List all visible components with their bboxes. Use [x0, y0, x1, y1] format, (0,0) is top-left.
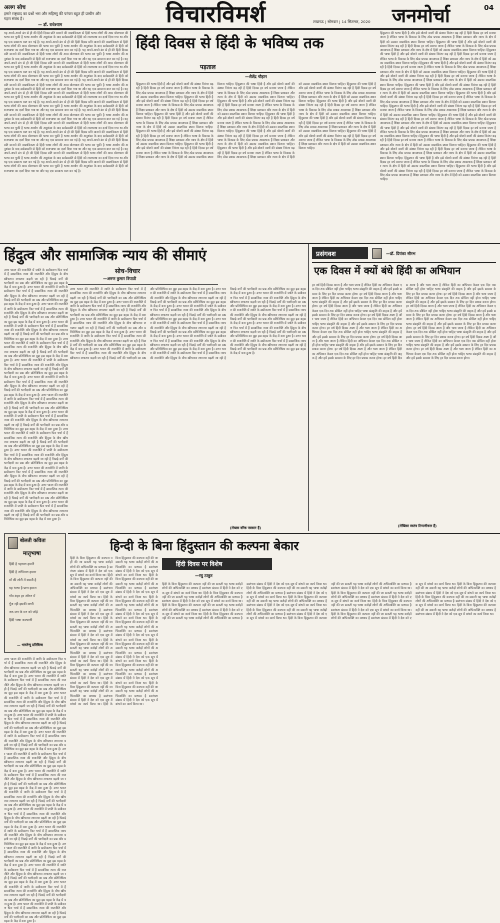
poem-line: गूँज रही इसकी वाणी	[9, 602, 34, 606]
brand-small: अलग सोच	[4, 5, 26, 11]
article3-note: (लेखिका स्वतंत्र टिप्पणीकार हैं)	[398, 524, 437, 528]
article3-byline: —डॉ. प्रियंका सौरभ	[386, 251, 416, 256]
article2-kicker: सोच–विचार	[115, 268, 141, 275]
article4-kicker: हिंदी दिवस पर विशेष	[176, 561, 223, 568]
poem-line: हिंदी है पहचान हमारी	[9, 562, 35, 566]
article4-kicker-box	[162, 558, 272, 570]
lead-byline: —शैलेंद्र चौहान	[245, 74, 267, 79]
article2-continued: उत्तर भारत की राजनीति में जाति के समीकरण फिर चर्चा में हैं सामाजिक न्याय की राजनीति और हिंदुत्व के बीच खींचतान लगातार बढ़ती जा रही है पिछड़े वर्गों की भागीदारी का प्रश्न और प्रतिनिधित्व का मुद्दा इस बहस के केंद्र में बना हुआ है। उत्तर भारत की राजनीति में जाति के समीकरण फिर चर्चा में हैं सामाजिक न्याय की राजनीति और हिंदुत्व के बीच खींचतान लगातार बढ़ती जा रही है पिछड़े वर्गों की भागीदारी का प्रश्न और प्रतिनिधित्व का मुद्दा इस बहस के केंद्र में बना हुआ है। उत्तर भारत की राजनीति में जाति के समीकरण फिर चर्चा में हैं सामाजिक न्याय की राजनीति और हिंदुत्व के बीच खींचतान लगातार बढ़ती जा रही है पिछड़े वर्गों की भागीदारी का प्रश्न और प्रतिनिधित्व का मुद्दा इस बहस के केंद्र में बना हुआ है। उत्तर भारत की राजनीति में जाति के समीकरण फिर चर्चा में हैं सामाजिक न्याय की राजनीति और हिंदुत्व के बीच खींचतान लगातार बढ़ती जा रही है पिछड़े वर्गों की भागीदारी का प्रश्न और प्रतिनिधित्व का मुद्दा इस बहस के केंद्र में बना हुआ है। उत्तर भारत की राजनीति में जाति के समीकरण फिर चर्चा में हैं सामाजिक न्याय की राजनीति और हिंदुत्व के बीच खींचतान लगातार बढ़ती जा रही है पिछड़े वर्गों की भागीदारी का प्रश्न और प्रतिनिधित्व का मुद्दा इस बहस के केंद्र में बना हुआ है। उत्तर भारत की राजनीति में जाति के समीकरण फिर चर्चा में हैं सामाजिक न्याय की राजनीति और हिंदुत्व के बीच खींचतान लगातार बढ़ती जा रही है पिछड़े वर्गों की भागीदारी का प्रश्न और प्रतिनिधित्व का मुद्दा इस बहस के केंद्र में बना हुआ है। उत्तर भारत की राजनीति में जाति के समीकरण फिर चर्चा में हैं सामाजिक न्याय की राजनीति और हिंदुत्व के बीच खींचतान लगातार बढ़ती जा रही है पिछड़े वर्गों की भागीदारी का प्रश्न और प्रतिनिधित्व का मुद्दा इस बहस के केंद्र में बना हुआ है। उत्तर भारत की राजनीति में जाति के समीकरण फिर चर्चा में हैं सामाजिक न्याय की राजनीति और हिंदुत्व के बीच खींचतान लगातार बढ़ती जा रही है पिछड़े वर्गों की भागीदारी का प्रश्न और प्रतिनिधित्व का मुद्दा इस बहस के केंद्र में बना हुआ है। उत्तर भारत की राजनीति में जाति के समीकरण फिर चर्चा में हैं सामाजिक न्याय की राजनीति और हिंदुत्व के बीच खींचतान लगातार बढ़ती जा रही है पिछड़े वर्गों की भागीदारी का प्रश्न और प्रतिनिधित्व का मुद्दा इस बहस के केंद्र में बना हुआ है। उत्तर भारत की राजनीति में जाति के समीकरण फिर चर्चा में हैं सामाजिक न्याय की राजनीति और हिंदुत्व के बीच खींचतान लगातार बढ़ती जा रही है पिछड़े वर्गों की भागीदारी का प्रश्न और प्रतिनिधित्व का मुद्दा इस बहस के केंद्र में बना हुआ है। उत्तर भारत की राजनीति में जाति के समीकरण फिर चर्चा में हैं सामाजिक न्याय की राजनीति और हिंदुत्व के बीच खींचतान लगातार बढ़ती जा रही है पिछड़े वर्गों की भागीदारी का प्रश्न और प्रतिनिधित्व का मुद्दा इस बहस के केंद्र में बना हुआ है। उत्तर भारत की राजनीति में जाति के समीकरण फिर चर्चा में हैं सामाजिक न्याय की राजनीति और हिंदुत्व के बीच खींचतान लगातार बढ़ती जा रही है पिछड़े वर्गों की भागीदारी का प्रश्न और प्रतिनिधित्व का मुद्दा इस बहस के केंद्र में बना हुआ है। उत्तर भारत की राजनीति में जाति के समीकरण फिर चर्चा में हैं सामाजिक न्याय की राजनीति और हिंदुत्व के बीच खींचतान लगातार बढ़ती जा रही है पिछड़े वर्गों की भागीदारी का प्रश्न और प्रतिनिधित्व का मुद्दा इस बहस के केंद्र में बना हुआ है। उत्तर भारत की राजनीति में जाति के समीकरण फिर चर्चा में हैं सामाजिक न्याय की राजनीति और हिंदुत्व के बीच खींचतान लगातार बढ़ती जा रही है पिछड़े वर्गों की भागीदारी का प्रश्न और प्रतिनिधित्व का मुद्दा इस बहस के केंद्र में बना हुआ है।	[4, 657, 66, 923]
article3-body: हर वर्ष हिंदी दिवस आता है और चला जाता है लेकिन हिंदी का अभियान केवल एक दिन तक सीमित नहीं होना चाहिए भाषा संस्कृति की वाहक है और हमें इसके सम्मान के लिए हर दिन प्रयास करना होगा। हर वर्ष हिंदी दिवस आता है और चला जाता है लेकिन हिंदी का अभियान केवल एक दिन तक सीमित नहीं होना चाहिए भाषा संस्कृति की वाहक है और हमें इसके सम्मान के लिए हर दिन प्रयास करना होगा। हर वर्ष हिंदी दिवस आता है और चला जाता है लेकिन हिंदी का अभियान केवल एक दिन तक सीमित नहीं होना चाहिए भाषा संस्कृति की वाहक है और हमें इसके सम्मान के लिए हर दिन प्रयास करना होगा। हर वर्ष हिंदी दिवस आता है और चला जाता है लेकिन हिंदी का अभियान केवल एक दिन तक सीमित नहीं होना चाहिए भाषा संस्कृति की वाहक है और हमें इसके सम्मान के लिए हर दिन प्रयास करना होगा। हर वर्ष हिंदी दिवस आता है और चला जाता है लेकिन हिंदी का अभियान केवल एक दिन तक सीमित नहीं होना चाहिए भाषा संस्कृति की वाहक है और हमें इसके सम्मान के लिए हर दिन प्रयास करना होगा। हर वर्ष हिंदी दिवस आता है और चला जाता है लेकिन हिंदी का अभियान केवल एक दिन तक सीमित नहीं होना चाहिए भाषा संस्कृति की वाहक है और हमें इसके सम्मान के लिए हर दिन प्रयास करना होगा। हर वर्ष हिंदी दिवस आता है और चला जाता है लेकिन हिंदी का अभियान केवल एक दिन तक सीमित नहीं होना चाहिए भाषा संस्कृति की वाहक है और हमें इसके सम्मान के लिए हर दिन प्रयास करना होगा। हर वर्ष हिंदी दिवस आता है और चला जाता है लेकिन हिंदी का अभियान केवल एक दिन तक सीमित नहीं होना चाहिए भाषा संस्कृति की वाहक है और हमें इसके सम्मान के लिए हर दिन प्रयास करना होगा। हर वर्ष हिंदी दिवस आता है और चला जाता है लेकिन हिंदी का अभियान केवल एक दिन तक सीमित नहीं होना चाहिए भाषा संस्कृति की वाहक है और हमें इसके सम्मान के लिए हर दिन प्रयास करना होगा। हर वर्ष हिंदी दिवस आता है और चला जाता है लेकिन हिंदी का अभियान केवल एक दिन तक सीमित नहीं होना चाहिए भाषा संस्कृति की वाहक है और हमें इसके सम्मान के लिए हर दिन प्रयास करना होगा। हर वर्ष हिंदी दिवस आता है और चला जाता है लेकिन हिंदी का अभियान केवल एक दिन तक सीमित नहीं होना चाहिए भाषा संस्कृति की वाहक है और हमें इसके सम्मान के लिए हर दिन प्रयास करना होगा। हर वर्ष हिंदी दिवस आता है और चला जाता है लेकिन हिंदी का अभियान केवल एक दिन तक सीमित नहीं होना चाहिए भाषा संस्कृति की वाहक है और हमें इसके सम्मान के लिए हर दिन प्रयास करना होगा। हर वर्ष हिंदी दिवस आता है और चला जाता है लेकिन हिंदी का अभियान केवल एक दिन तक सीमित नहीं होना चाहिए भाषा संस्कृति की वाहक है और हमें इसके सम्मान के लिए हर दिन प्रयास करना होगा। हर वर्ष हिंदी दिवस आता है और चला जाता है लेकिन हिंदी का अभियान केवल एक दिन तक सीमित नहीं होना चाहिए भाषा संस्कृति की वाहक है और हमें इसके सम्मान के लिए हर दिन प्रयास करना होगा।	[312, 283, 496, 361]
lead-left-column: यह अपने-अपने ढंग से ही की हिंदी दिवस प्रति मानाने की वास्तविकता से हिंदी भाषा लोगों की आम बोलचाल की भाषा बन चुकी है भाषा आयोग की अनुशंसा के बाद सर्वसम्मति से हिंदी को राजभाषा का दर्जा दिया गया था और यह एक सामान्य बात बन गई है। यह अपने-अपने ढंग से ही की हिंदी दिवस प्रति मानाने की वास्तविकता से हिंदी भाषा लोगों की आम बोलचाल की भाषा बन चुकी है भाषा आयोग की अनुशंसा के बाद सर्वसम्मति से हिंदी को राजभाषा का दर्जा दिया गया था और यह एक सामान्य बात बन गई है। यह अपने-अपने ढंग से ही की हिंदी दिवस प्रति मानाने की वास्तविकता से हिंदी भाषा लोगों की आम बोलचाल की भाषा बन चुकी है भाषा आयोग की अनुशंसा के बाद सर्वसम्मति से हिंदी को राजभाषा का दर्जा दिया गया था और यह एक सामान्य बात बन गई है। यह अपने-अपने ढंग से ही की हिंदी दिवस प्रति मानाने की वास्तविकता से हिंदी भाषा लोगों की आम बोलचाल की भाषा बन चुकी है भाषा आयोग की अनुशंसा के बाद सर्वसम्मति से हिंदी को राजभाषा का दर्जा दिया गया था और यह एक सामान्य बात बन गई है। यह अपने-अपने ढंग से ही की हिंदी दिवस प्रति मानाने की वास्तविकता से हिंदी भाषा लोगों की आम बोलचाल की भाषा बन चुकी है भाषा आयोग की अनुशंसा के बाद सर्वसम्मति से हिंदी को राजभाषा का दर्जा दिया गया था और यह एक सामान्य बात बन गई है। यह अपने-अपने ढंग से ही की हिंदी दिवस प्रति मानाने की वास्तविकता से हिंदी भाषा लोगों की आम बोलचाल की भाषा बन चुकी है भाषा आयोग की अनुशंसा के बाद सर्वसम्मति से हिंदी को राजभाषा का दर्जा दिया गया था और यह एक सामान्य बात बन गई है। यह अपने-अपने ढंग से ही की हिंदी दिवस प्रति मानाने की वास्तविकता से हिंदी भाषा लोगों की आम बोलचाल की भाषा बन चुकी है भाषा आयोग की अनुशंसा के बाद सर्वसम्मति से हिंदी को राजभाषा का दर्जा दिया गया था और यह एक सामान्य बात बन गई है। यह अपने-अपने ढंग से ही की हिंदी दिवस प्रति मानाने की वास्तविकता से हिंदी भाषा लोगों की आम बोलचाल की भाषा बन चुकी है भाषा आयोग की अनुशंसा के बाद सर्वसम्मति से हिंदी को राजभाषा का दर्जा दिया गया था और यह एक सामान्य बात बन गई है। यह अपने-अपने ढंग से ही की हिंदी दिवस प्रति मानाने की वास्तविकता से हिंदी भाषा लोगों की आम बोलचाल की भाषा बन चुकी है भाषा आयोग की अनुशंसा के बाद सर्वसम्मति से हिंदी को राजभाषा का दर्जा दिया गया था और यह एक सामान्य बात बन गई है। यह अपने-अपने ढंग से ही की हिंदी दिवस प्रति मानाने की वास्तविकता से हिंदी भाषा लोगों की आम बोलचाल की भाषा बन चुकी है भाषा आयोग की अनुशंसा के बाद सर्वसम्मति से हिंदी को राजभाषा का दर्जा दिया गया था और यह एक सामान्य बात बन गई है। यह अपने-अपने ढंग से ही की हिंदी दिवस प्रति मानाने की वास्तविकता से हिंदी भाषा लोगों की आम बोलचाल की भाषा बन चुकी है भाषा आयोग की अनुशंसा के बाद सर्वसम्मति से हिंदी को राजभाषा का दर्जा दिया गया था और यह एक सामान्य बात बन गई है। यह अपने-अपने ढंग से ही की हिंदी दिवस प्रति मानाने की वास्तविकता से हिंदी भाषा लोगों की आम बोलचाल की भाषा बन चुकी है भाषा आयोग की अनुशंसा के बाद सर्वसम्मति से हिंदी को राजभाषा का दर्जा दिया गया था और यह एक सामान्य बात बन गई है। यह अपने-अपने ढंग से ही की हिंदी दिवस प्रति मानाने की वास्तविकता से हिंदी भाषा लोगों की आम बोलचाल की भाषा बन चुकी है भाषा आयोग की अनुशंसा के बाद सर्वसम्मति से हिंदी को राजभाषा का दर्जा दिया गया था और यह एक सामान्य बात बन गई है। यह अपने-अपने ढंग से ही की हिंदी दिवस प्रति मानाने की वास्तविकता से हिंदी भाषा लोगों की आम बोलचाल की भाषा बन चुकी है भाषा आयोग की अनुशंसा के बाद सर्वसम्मति से हिंदी को राजभाषा का दर्जा दिया गया था और यह एक सामान्य बात बन गई है।	[4, 31, 128, 173]
masthead-tagline: हमारे राष्ट्रवाद का प्रश्नों भरा और सहिष्णु की परंपरा बहुत ही प्राचीन और गहरा संबंध है।	[4, 11, 101, 21]
article4-headline: हिन्दी के बिना हिंदुस्तान की कल्पना बेकार	[110, 538, 299, 553]
poem-line: हिंदी भाषा कल्याणी	[9, 618, 33, 622]
poem-line: गाँव शहर हर आँगन में	[9, 594, 36, 598]
article4-body: हिंदी के बिना हिंदुस्तान की कल्पना नहीं की जा सकती यह भाषा करोड़ों लोगों की अभिव्यक्ति का माध्यम है स्वतंत्रता संग्राम में हिंदी ने देश को एक सूत्र में बांधने का कार्य किया था। हिंदी के बिना हिंदुस्तान की कल्पना नहीं की जा सकती यह भाषा करोड़ों लोगों की अभिव्यक्ति का माध्यम है स्वतंत्रता संग्राम में हिंदी ने देश को एक सूत्र में बांधने का कार्य किया था। हिंदी के बिना हिंदुस्तान की कल्पना नहीं की जा सकती यह भाषा करोड़ों लोगों की अभिव्यक्ति का माध्यम है स्वतंत्रता संग्राम में हिंदी ने देश को एक सूत्र में बांधने का कार्य किया था। हिंदी के बिना हिंदुस्तान की कल्पना नहीं की जा सकती यह भाषा करोड़ों लोगों की अभिव्यक्ति का माध्यम है स्वतंत्रता संग्राम में हिंदी ने देश को एक सूत्र में बांधने का कार्य किया था। हिंदी के बिना हिंदुस्तान की कल्पना नहीं की जा सकती यह भाषा करोड़ों लोगों की अभिव्यक्ति का माध्यम है स्वतंत्रता संग्राम में हिंदी ने देश को एक सूत्र में बांधने का कार्य किया था। हिंदी के बिना हिंदुस्तान की कल्पना नहीं की जा सकती यह भाषा करोड़ों लोगों की अभिव्यक्ति का माध्यम है स्वतंत्रता संग्राम में हिंदी ने देश को एक सूत्र में बांधने का कार्य किया था। हिंदी के बिना हिंदुस्तान की कल्पना नहीं की जा सकती यह भाषा करोड़ों लोगों की अभिव्यक्ति का माध्यम है स्वतंत्रता संग्राम में हिंदी ने देश को एक सूत्र में बांधने का कार्य किया था। हिंदी के बिना हिंदुस्तान की कल्पना नहीं की जा सकती यह भाषा करोड़ों लोगों की अभिव्यक्ति का माध्यम है स्वतंत्रता संग्राम में हिंदी ने देश को एक सूत्र में बांधने का कार्य किया था। हिंदी के बिना हिंदुस्तान की कल्पना नहीं की जा सकती यह भाषा करोड़ों लोगों की अभिव्यक्ति का माध्यम है स्वतंत्रता संग्राम में हिंदी ने देश को एक सूत्र में बांधने का कार्य किया था। हिंदी के बिना हिंदुस्तान की कल्पना नहीं की जा सकती यह भाषा करोड़ों लोगों की अभिव्यक्ति का माध्यम है स्वतंत्रता संग्राम में हिंदी ने देश को एक सूत्र में बांधने का कार्य किया था। हिंदी के बिना हिंदुस्तान की कल्पना नहीं की जा सकती यह भाषा करोड़ों लोगों की अभिव्यक्ति का माध्यम है स्वतंत्रता संग्राम में हिंदी ने देश को एक सूत्र में बांधने का कार्य किया था। हिंदी के बिना हिंदुस्तान की कल्पना नहीं की जा सकती यह भाषा करोड़ों लोगों की अभिव्यक्ति का माध्यम है स्वतंत्रता संग्राम में हिंदी ने देश को एक सूत्र में बांधने का कार्य किया था। हिंदी के बिना हिंदुस्तान की कल्पना नहीं की जा सकती यह भाषा करोड़ों लोगों की अभिव्यक्ति का माध्यम है स्वतंत्रता संग्राम में हिंदी ने देश को एक सूत्र में बांधने का कार्य किया था। हिंदी के बिना हिंदुस्तान की कल्पना नहीं की जा सकती यह भाषा करोड़ों लोगों की अभिव्यक्ति का माध्यम है स्वतंत्रता संग्राम में हिंदी ने देश को एक सूत्र में बांधने का कार्य किया था।	[162, 582, 496, 621]
date-line: लखनऊ | सोमवार | 14 सितम्बर, 2020	[313, 19, 371, 24]
poem-line: हिंदी है अभिमान हमारा	[9, 570, 37, 574]
section-title: विचारविमर्श	[166, 1, 266, 28]
article2-headline: हिंदुत्व और सामाजिक न्याय की सीमाएं	[4, 247, 207, 264]
poem-lines	[9, 560, 63, 624]
poem-box	[4, 533, 66, 653]
article2-note: (लेखक वरिष्ठ पत्रकार हैं)	[230, 526, 261, 530]
lead-right-column: हिंदुस्तान की भाषा हिंदी है और इसे बोलने वालों की संख्या निरंतर बढ़ रही है हिंदी दिवस हर वर्ष मनाया जाता है लेकिन भाषा के विकास के लिए ठोस प्रयास आवश्यक हैं शिक्षा प्रशासन और न्याय के क्षेत्र में हिंदी को उसका वास्तविक स्थान मिलना चाहिए। हिंदुस्तान की भाषा हिंदी है और इसे बोलने वालों की संख्या निरंतर बढ़ रही है हिंदी दिवस हर वर्ष मनाया जाता है लेकिन भाषा के विकास के लिए ठोस प्रयास आवश्यक हैं शिक्षा प्रशासन और न्याय के क्षेत्र में हिंदी को उसका वास्तविक स्थान मिलना चाहिए। हिंदुस्तान की भाषा हिंदी है और इसे बोलने वालों की संख्या निरंतर बढ़ रही है हिंदी दिवस हर वर्ष मनाया जाता है लेकिन भाषा के विकास के लिए ठोस प्रयास आवश्यक हैं शिक्षा प्रशासन और न्याय के क्षेत्र में हिंदी को उसका वास्तविक स्थान मिलना चाहिए। हिंदुस्तान की भाषा हिंदी है और इसे बोलने वालों की संख्या निरंतर बढ़ रही है हिंदी दिवस हर वर्ष मनाया जाता है लेकिन भाषा के विकास के लिए ठोस प्रयास आवश्यक हैं शिक्षा प्रशासन और न्याय के क्षेत्र में हिंदी को उसका वास्तविक स्थान मिलना चाहिए। हिंदुस्तान की भाषा हिंदी है और इसे बोलने वालों की संख्या निरंतर बढ़ रही है हिंदी दिवस हर वर्ष मनाया जाता है लेकिन भाषा के विकास के लिए ठोस प्रयास आवश्यक हैं शिक्षा प्रशासन और न्याय के क्षेत्र में हिंदी को उसका वास्तविक स्थान मिलना चाहिए। हिंदुस्तान की भाषा हिंदी है और इसे बोलने वालों की संख्या निरंतर बढ़ रही है हिंदी दिवस हर वर्ष मनाया जाता है लेकिन भाषा के विकास के लिए ठोस प्रयास आवश्यक हैं शिक्षा प्रशासन और न्याय के क्षेत्र में हिंदी को उसका वास्तविक स्थान मिलना चाहिए। हिंदुस्तान की भाषा हिंदी है और इसे बोलने वालों की संख्या निरंतर बढ़ रही है हिंदी दिवस हर वर्ष मनाया जाता है लेकिन भाषा के विकास के लिए ठोस प्रयास आवश्यक हैं शिक्षा प्रशासन और न्याय के क्षेत्र में हिंदी को उसका वास्तविक स्थान मिलना चाहिए। हिंदुस्तान की भाषा हिंदी है और इसे बोलने वालों की संख्या निरंतर बढ़ रही है हिंदी दिवस हर वर्ष मनाया जाता है लेकिन भाषा के विकास के लिए ठोस प्रयास आवश्यक हैं शिक्षा प्रशासन और न्याय के क्षेत्र में हिंदी को उसका वास्तविक स्थान मिलना चाहिए। हिंदुस्तान की भाषा हिंदी है और इसे बोलने वालों की संख्या निरंतर बढ़ रही है हिंदी दिवस हर वर्ष मनाया जाता है लेकिन भाषा के विकास के लिए ठोस प्रयास आवश्यक हैं शिक्षा प्रशासन और न्याय के क्षेत्र में हिंदी को उसका वास्तविक स्थान मिलना चाहिए। हिंदुस्तान की भाषा हिंदी है और इसे बोलने वालों की संख्या निरंतर बढ़ रही है हिंदी दिवस हर वर्ष मनाया जाता है लेकिन भाषा के विकास के लिए ठोस प्रयास आवश्यक हैं शिक्षा प्रशासन और न्याय के क्षेत्र में हिंदी को उसका वास्तविक स्थान मिलना चाहिए। हिंदुस्तान की भाषा हिंदी है और इसे बोलने वालों की संख्या निरंतर बढ़ रही है हिंदी दिवस हर वर्ष मनाया जाता है लेकिन भाषा के विकास के लिए ठोस प्रयास आवश्यक हैं शिक्षा प्रशासन और न्याय के क्षेत्र में हिंदी को उसका वास्तविक स्थान मिलना चाहिए। हिंदुस्तान की भाषा हिंदी है और इसे बोलने वालों की संख्या निरंतर बढ़ रही है हिंदी दिवस हर वर्ष मनाया जाता है लेकिन भाषा के विकास के लिए ठोस प्रयास आवश्यक हैं शिक्षा प्रशासन और न्याय के क्षेत्र में हिंदी को उसका वास्तविक स्थान मिलना चाहिए। हिंदुस्तान की भाषा हिंदी है और इसे बोलने वालों की संख्या निरंतर बढ़ रही है हिंदी दिवस हर वर्ष मनाया जाता है लेकिन भाषा के विकास के लिए ठोस प्रयास आवश्यक हैं शिक्षा प्रशासन और न्याय के क्षेत्र में हिंदी को उसका वास्तविक स्थान मिलना चाहिए। हिंदुस्तान की भाषा हिंदी है और इसे बोलने वालों की संख्या निरंतर बढ़ रही है हिंदी दिवस हर वर्ष मनाया जाता है लेकिन भाषा के विकास के लिए ठोस प्रयास आवश्यक हैं शिक्षा प्रशासन और न्याय के क्षेत्र में हिंदी को उसका वास्तविक स्थान मिलना चाहिए।	[380, 31, 497, 182]
article4-byline: —रघु ठाकुर	[195, 573, 213, 578]
lead-headline: हिंदी दिवस से हिंदी के भविष्य तक	[136, 34, 324, 52]
author-photo	[372, 248, 382, 259]
article3-kicker-box	[312, 247, 368, 259]
paper-name: जनमोर्चा	[392, 5, 450, 27]
article2-byline: —अरुण कुमार त्रिपाठी	[103, 276, 137, 281]
tagline-author: — डॉ. राधेश्याम	[38, 22, 63, 27]
lead-kicker: पड़ताल	[200, 64, 216, 71]
article2-col1: उत्तर भारत की राजनीति में जाति के समीकरण फिर चर्चा में हैं सामाजिक न्याय की राजनीति और हिंदुत्व के बीच खींचतान लगातार बढ़ती जा रही है पिछड़े वर्गों की भागीदारी का प्रश्न और प्रतिनिधित्व का मुद्दा इस बहस के केंद्र में बना हुआ है। उत्तर भारत की राजनीति में जाति के समीकरण फिर चर्चा में हैं सामाजिक न्याय की राजनीति और हिंदुत्व के बीच खींचतान लगातार बढ़ती जा रही है पिछड़े वर्गों की भागीदारी का प्रश्न और प्रतिनिधित्व का मुद्दा इस बहस के केंद्र में बना हुआ है। उत्तर भारत की राजनीति में जाति के समीकरण फिर चर्चा में हैं सामाजिक न्याय की राजनीति और हिंदुत्व के बीच खींचतान लगातार बढ़ती जा रही है पिछड़े वर्गों की भागीदारी का प्रश्न और प्रतिनिधित्व का मुद्दा इस बहस के केंद्र में बना हुआ है। उत्तर भारत की राजनीति में जाति के समीकरण फिर चर्चा में हैं सामाजिक न्याय की राजनीति और हिंदुत्व के बीच खींचतान लगातार बढ़ती जा रही है पिछड़े वर्गों की भागीदारी का प्रश्न और प्रतिनिधित्व का मुद्दा इस बहस के केंद्र में बना हुआ है। उत्तर भारत की राजनीति में जाति के समीकरण फिर चर्चा में हैं सामाजिक न्याय की राजनीति और हिंदुत्व के बीच खींचतान लगातार बढ़ती जा रही है पिछड़े वर्गों की भागीदारी का प्रश्न और प्रतिनिधित्व का मुद्दा इस बहस के केंद्र में बना हुआ है। उत्तर भारत की राजनीति में जाति के समीकरण फिर चर्चा में हैं सामाजिक न्याय की राजनीति और हिंदुत्व के बीच खींचतान लगातार बढ़ती जा रही है पिछड़े वर्गों की भागीदारी का प्रश्न और प्रतिनिधित्व का मुद्दा इस बहस के केंद्र में बना हुआ है। उत्तर भारत की राजनीति में जाति के समीकरण फिर चर्चा में हैं सामाजिक न्याय की राजनीति और हिंदुत्व के बीच खींचतान लगातार बढ़ती जा रही है पिछड़े वर्गों की भागीदारी का प्रश्न और प्रतिनिधित्व का मुद्दा इस बहस के केंद्र में बना हुआ है। उत्तर भारत की राजनीति में जाति के समीकरण फिर चर्चा में हैं सामाजिक न्याय की राजनीति और हिंदुत्व के बीच खींचतान लगातार बढ़ती जा रही है पिछड़े वर्गों की भागीदारी का प्रश्न और प्रतिनिधित्व का मुद्दा इस बहस के केंद्र में बना हुआ है। उत्तर भारत की राजनीति में जाति के समीकरण फिर चर्चा में हैं सामाजिक न्याय की राजनीति और हिंदुत्व के बीच खींचतान लगातार बढ़ती जा रही है पिछड़े वर्गों की भागीदारी का प्रश्न और प्रतिनिधित्व का मुद्दा इस बहस के केंद्र में बना हुआ है। उत्तर भारत की राजनीति में जाति के समीकरण फिर चर्चा में हैं सामाजिक न्याय की राजनीति और हिंदुत्व के बीच खींचतान लगातार बढ़ती जा रही है पिछड़े वर्गों की भागीदारी का प्रश्न और प्रतिनिधित्व का मुद्दा इस बहस के केंद्र में बना हुआ है। उत्तर भारत की राजनीति में जाति के समीकरण फिर चर्चा में हैं सामाजिक न्याय की राजनीति और हिंदुत्व के बीच खींचतान लगातार बढ़ती जा रही है पिछड़े वर्गों की भागीदारी का प्रश्न और प्रतिनिधित्व का मुद्दा इस बहस के केंद्र में बना हुआ है। उत्तर भारत की राजनीति में जाति के समीकरण फिर चर्चा में हैं सामाजिक न्याय की राजनीति और हिंदुत्व के बीच खींचतान लगातार बढ़ती जा रही है पिछड़े वर्गों की भागीदारी का प्रश्न और प्रतिनिधित्व का मुद्दा इस बहस के केंद्र में बना हुआ है। उत्तर भारत की राजनीति में जाति के समीकरण फिर चर्चा में हैं सामाजिक न्याय की राजनीति और हिंदुत्व के बीच खींचतान लगातार बढ़ती जा रही है पिछड़े वर्गों की भागीदारी का प्रश्न और प्रतिनिधित्व का मुद्दा इस बहस के केंद्र में बना हुआ है। उत्तर भारत की राजनीति में जाति के समीकरण फिर चर्चा में हैं सामाजिक न्याय की राजनीति और हिंदुत्व के बीच खींचतान लगातार बढ़ती जा रही है पिछड़े वर्गों की भागीदारी का प्रश्न और प्रतिनिधित्व का मुद्दा इस बहस के केंद्र में बना हुआ है।	[4, 268, 68, 522]
poem-line: जन-जन के मन को जोड़े	[9, 610, 38, 614]
poet-photo	[8, 537, 18, 549]
article3-kicker: प्रसंगवश	[316, 250, 336, 258]
article3-headline: एक दिवस में क्यों बंधे हिंदी का अभियान	[314, 266, 461, 277]
lead-body: हिंदुस्तान की भाषा हिंदी है और इसे बोलने वालों की संख्या निरंतर बढ़ रही है हिंदी दिवस हर वर्ष मनाया जाता है लेकिन भाषा के विकास के लिए ठोस प्रयास आवश्यक हैं शिक्षा प्रशासन और न्याय के क्षेत्र में हिंदी को उसका वास्तविक स्थान मिलना चाहिए। हिंदुस्तान की भाषा हिंदी है और इसे बोलने वालों की संख्या निरंतर बढ़ रही है हिंदी दिवस हर वर्ष मनाया जाता है लेकिन भाषा के विकास के लिए ठोस प्रयास आवश्यक हैं शिक्षा प्रशासन और न्याय के क्षेत्र में हिंदी को उसका वास्तविक स्थान मिलना चाहिए। हिंदुस्तान की भाषा हिंदी है और इसे बोलने वालों की संख्या निरंतर बढ़ रही है हिंदी दिवस हर वर्ष मनाया जाता है लेकिन भाषा के विकास के लिए ठोस प्रयास आवश्यक हैं शिक्षा प्रशासन और न्याय के क्षेत्र में हिंदी को उसका वास्तविक स्थान मिलना चाहिए। हिंदुस्तान की भाषा हिंदी है और इसे बोलने वालों की संख्या निरंतर बढ़ रही है हिंदी दिवस हर वर्ष मनाया जाता है लेकिन भाषा के विकास के लिए ठोस प्रयास आवश्यक हैं शिक्षा प्रशासन और न्याय के क्षेत्र में हिंदी को उसका वास्तविक स्थान मिलना चाहिए। हिंदुस्तान की भाषा हिंदी है और इसे बोलने वालों की संख्या निरंतर बढ़ रही है हिंदी दिवस हर वर्ष मनाया जाता है लेकिन भाषा के विकास के लिए ठोस प्रयास आवश्यक हैं शिक्षा प्रशासन और न्याय के क्षेत्र में हिंदी को उसका वास्तविक स्थान मिलना चाहिए। हिंदुस्तान की भाषा हिंदी है और इसे बोलने वालों की संख्या निरंतर बढ़ रही है हिंदी दिवस हर वर्ष मनाया जाता है लेकिन भाषा के विकास के लिए ठोस प्रयास आवश्यक हैं शिक्षा प्रशासन और न्याय के क्षेत्र में हिंदी को उसका वास्तविक स्थान मिलना चाहिए। हिंदुस्तान की भाषा हिंदी है और इसे बोलने वालों की संख्या निरंतर बढ़ रही है हिंदी दिवस हर वर्ष मनाया जाता है लेकिन भाषा के विकास के लिए ठोस प्रयास आवश्यक हैं शिक्षा प्रशासन और न्याय के क्षेत्र में हिंदी को उसका वास्तविक स्थान मिलना चाहिए। हिंदुस्तान की भाषा हिंदी है और इसे बोलने वालों की संख्या निरंतर बढ़ रही है हिंदी दिवस हर वर्ष मनाया जाता है लेकिन भाषा के विकास के लिए ठोस प्रयास आवश्यक हैं शिक्षा प्रशासन और न्याय के क्षेत्र में हिंदी को उसका वास्तविक स्थान मिलना चाहिए। हिंदुस्तान की भाषा हिंदी है और इसे बोलने वालों की संख्या निरंतर बढ़ रही है हिंदी दिवस हर वर्ष मनाया जाता है लेकिन भाषा के विकास के लिए ठोस प्रयास आवश्यक हैं शिक्षा प्रशासन और न्याय के क्षेत्र में हिंदी को उसका वास्तविक स्थान मिलना चाहिए। हिंदुस्तान की भाषा हिंदी है और इसे बोलने वालों की संख्या निरंतर बढ़ रही है हिंदी दिवस हर वर्ष मनाया जाता है लेकिन भाषा के विकास के लिए ठोस प्रयास आवश्यक हैं शिक्षा प्रशासन और न्याय के क्षेत्र में हिंदी को उसका वास्तविक स्थान मिलना चाहिए। हिंदुस्तान की भाषा हिंदी है और इसे बोलने वालों की संख्या निरंतर बढ़ रही है हिंदी दिवस हर वर्ष मनाया जाता है लेकिन भाषा के विकास के लिए ठोस प्रयास आवश्यक हैं शिक्षा प्रशासन और न्याय के क्षेत्र में हिंदी को उसका वास्तविक स्थान मिलना चाहिए। हिंदुस्तान की भाषा हिंदी है और इसे बोलने वालों की संख्या निरंतर बढ़ रही है हिंदी दिवस हर वर्ष मनाया जाता है लेकिन भाषा के विकास के लिए ठोस प्रयास आवश्यक हैं शिक्षा प्रशासन और न्याय के क्षेत्र में हिंदी को उसका वास्तविक स्थान मिलना चाहिए। हिंदुस्तान की भाषा हिंदी है और इसे बोलने वालों की संख्या निरंतर बढ़ रही है हिंदी दिवस हर वर्ष मनाया जाता है लेकिन भाषा के विकास के लिए ठोस प्रयास आवश्यक हैं शिक्षा प्रशासन और न्याय के क्षेत्र में हिंदी को उसका वास्तविक स्थान मिलना चाहिए। हिंदुस्तान की भाषा हिंदी है और इसे बोलने वालों की संख्या निरंतर बढ़ रही है हिंदी दिवस हर वर्ष मनाया जाता है लेकिन भाषा के विकास के लिए ठोस प्रयास आवश्यक हैं शिक्षा प्रशासन और न्याय के क्षेत्र में हिंदी को उसका वास्तविक स्थान मिलना चाहिए।	[136, 82, 376, 160]
poem-kicker: बोलती कविता	[20, 538, 46, 544]
article4-col1: हिंदी के बिना हिंदुस्तान की कल्पना नहीं की जा सकती यह भाषा करोड़ों लोगों की अभिव्यक्ति का माध्यम है स्वतंत्रता संग्राम में हिंदी ने देश को एक सूत्र में बांधने का कार्य किया था। हिंदी के बिना हिंदुस्तान की कल्पना नहीं की जा सकती यह भाषा करोड़ों लोगों की अभिव्यक्ति का माध्यम है स्वतंत्रता संग्राम में हिंदी ने देश को एक सूत्र में बांधने का कार्य किया था। हिंदी के बिना हिंदुस्तान की कल्पना नहीं की जा सकती यह भाषा करोड़ों लोगों की अभिव्यक्ति का माध्यम है स्वतंत्रता संग्राम में हिंदी ने देश को एक सूत्र में बांधने का कार्य किया था। हिंदी के बिना हिंदुस्तान की कल्पना नहीं की जा सकती यह भाषा करोड़ों लोगों की अभिव्यक्ति का माध्यम है स्वतंत्रता संग्राम में हिंदी ने देश को एक सूत्र में बांधने का कार्य किया था। हिंदी के बिना हिंदुस्तान की कल्पना नहीं की जा सकती यह भाषा करोड़ों लोगों की अभिव्यक्ति का माध्यम है स्वतंत्रता संग्राम में हिंदी ने देश को एक सूत्र में बांधने का कार्य किया था। हिंदी के बिना हिंदुस्तान की कल्पना नहीं की जा सकती यह भाषा करोड़ों लोगों की अभिव्यक्ति का माध्यम है स्वतंत्रता संग्राम में हिंदी ने देश को एक सूत्र में बांधने का कार्य किया था। हिंदी के बिना हिंदुस्तान की कल्पना नहीं की जा सकती यह भाषा करोड़ों लोगों की अभिव्यक्ति का माध्यम है स्वतंत्रता संग्राम में हिंदी ने देश को एक सूत्र में बांधने का कार्य किया था। हिंदी के बिना हिंदुस्तान की कल्पना नहीं की जा सकती यह भाषा करोड़ों लोगों की अभिव्यक्ति का माध्यम है स्वतंत्रता संग्राम में हिंदी ने देश को एक सूत्र में बांधने का कार्य किया था। हिंदी के बिना हिंदुस्तान की कल्पना नहीं की जा सकती यह भाषा करोड़ों लोगों की अभिव्यक्ति का माध्यम है स्वतंत्रता संग्राम में हिंदी ने देश को एक सूत्र में बांधने का कार्य किया था। हिंदी के बिना हिंदुस्तान की कल्पना नहीं की जा सकती यह भाषा करोड़ों लोगों की अभिव्यक्ति का माध्यम है स्वतंत्रता संग्राम में हिंदी ने देश को एक सूत्र में बांधने का कार्य किया था। हिंदी के बिना हिंदुस्तान की कल्पना नहीं की जा सकती यह भाषा करोड़ों लोगों की अभिव्यक्ति का माध्यम है स्वतंत्रता संग्राम में हिंदी ने देश को एक सूत्र में बांधने का कार्य किया था। हिंदी के बिना हिंदुस्तान की कल्पना नहीं की जा सकती यह भाषा करोड़ों लोगों की अभिव्यक्ति का माध्यम है स्वतंत्रता संग्राम में हिंदी ने देश को एक सूत्र में बांधने का कार्य किया था। हिंदी के बिना हिंदुस्तान की कल्पना नहीं की जा सकती यह भाषा करोड़ों लोगों की अभिव्यक्ति का माध्यम है स्वतंत्रता संग्राम में हिंदी ने देश को एक सूत्र में बांधने का कार्य किया था। हिंदी के बिना हिंदुस्तान की कल्पना नहीं की जा सकती यह भाषा करोड़ों लोगों की अभिव्यक्ति का माध्यम है स्वतंत्रता संग्राम में हिंदी ने देश को एक सूत्र में बांधने का कार्य किया था।	[70, 556, 158, 707]
page-number: 04	[484, 4, 494, 12]
article2-body: उत्तर भारत की राजनीति में जाति के समीकरण फिर चर्चा में हैं सामाजिक न्याय की राजनीति और हिंदुत्व के बीच खींचतान लगातार बढ़ती जा रही है पिछड़े वर्गों की भागीदारी का प्रश्न और प्रतिनिधित्व का मुद्दा इस बहस के केंद्र में बना हुआ है। उत्तर भारत की राजनीति में जाति के समीकरण फिर चर्चा में हैं सामाजिक न्याय की राजनीति और हिंदुत्व के बीच खींचतान लगातार बढ़ती जा रही है पिछड़े वर्गों की भागीदारी का प्रश्न और प्रतिनिधित्व का मुद्दा इस बहस के केंद्र में बना हुआ है। उत्तर भारत की राजनीति में जाति के समीकरण फिर चर्चा में हैं सामाजिक न्याय की राजनीति और हिंदुत्व के बीच खींचतान लगातार बढ़ती जा रही है पिछड़े वर्गों की भागीदारी का प्रश्न और प्रतिनिधित्व का मुद्दा इस बहस के केंद्र में बना हुआ है। उत्तर भारत की राजनीति में जाति के समीकरण फिर चर्चा में हैं सामाजिक न्याय की राजनीति और हिंदुत्व के बीच खींचतान लगातार बढ़ती जा रही है पिछड़े वर्गों की भागीदारी का प्रश्न और प्रतिनिधित्व का मुद्दा इस बहस के केंद्र में बना हुआ है। उत्तर भारत की राजनीति में जाति के समीकरण फिर चर्चा में हैं सामाजिक न्याय की राजनीति और हिंदुत्व के बीच खींचतान लगातार बढ़ती जा रही है पिछड़े वर्गों की भागीदारी का प्रश्न और प्रतिनिधित्व का मुद्दा इस बहस के केंद्र में बना हुआ है। उत्तर भारत की राजनीति में जाति के समीकरण फिर चर्चा में हैं सामाजिक न्याय की राजनीति और हिंदुत्व के बीच खींचतान लगातार बढ़ती जा रही है पिछड़े वर्गों की भागीदारी का प्रश्न और प्रतिनिधित्व का मुद्दा इस बहस के केंद्र में बना हुआ है। उत्तर भारत की राजनीति में जाति के समीकरण फिर चर्चा में हैं सामाजिक न्याय की राजनीति और हिंदुत्व के बीच खींचतान लगातार बढ़ती जा रही है पिछड़े वर्गों की भागीदारी का प्रश्न और प्रतिनिधित्व का मुद्दा इस बहस के केंद्र में बना हुआ है। उत्तर भारत की राजनीति में जाति के समीकरण फिर चर्चा में हैं सामाजिक न्याय की राजनीति और हिंदुत्व के बीच खींचतान लगातार बढ़ती जा रही है पिछड़े वर्गों की भागीदारी का प्रश्न और प्रतिनिधित्व का मुद्दा इस बहस के केंद्र में बना हुआ है। उत्तर भारत की राजनीति में जाति के समीकरण फिर चर्चा में हैं सामाजिक न्याय की राजनीति और हिंदुत्व के बीच खींचतान लगातार बढ़ती जा रही है पिछड़े वर्गों की भागीदारी का प्रश्न और प्रतिनिधित्व का मुद्दा इस बहस के केंद्र में बना हुआ है। उत्तर भारत की राजनीति में जाति के समीकरण फिर चर्चा में हैं सामाजिक न्याय की राजनीति और हिंदुत्व के बीच खींचतान लगातार बढ़ती जा रही है पिछड़े वर्गों की भागीदारी का प्रश्न और प्रतिनिधित्व का मुद्दा इस बहस के केंद्र में बना हुआ है। उत्तर भारत की राजनीति में जाति के समीकरण फिर चर्चा में हैं सामाजिक न्याय की राजनीति और हिंदुत्व के बीच खींचतान लगातार बढ़ती जा रही है पिछड़े वर्गों की भागीदारी का प्रश्न और प्रतिनिधित्व का मुद्दा इस बहस के केंद्र में बना हुआ है। उत्तर भारत की राजनीति में जाति के समीकरण फिर चर्चा में हैं सामाजिक न्याय की राजनीति और हिंदुत्व के बीच खींचतान लगातार बढ़ती जा रही है पिछड़े वर्गों की भागीदारी का प्रश्न और प्रतिनिधित्व का मुद्दा इस बहस के केंद्र में बना हुआ है। उत्तर भारत की राजनीति में जाति के समीकरण फिर चर्चा में हैं सामाजिक न्याय की राजनीति और हिंदुत्व के बीच खींचतान लगातार बढ़ती जा रही है पिछड़े वर्गों की भागीदारी का प्रश्न और प्रतिनिधित्व का मुद्दा इस बहस के केंद्र में बना हुआ है। उत्तर भारत की राजनीति में जाति के समीकरण फिर चर्चा में हैं सामाजिक न्याय की राजनीति और हिंदुत्व के बीच खींचतान लगातार बढ़ती जा रही है पिछड़े वर्गों की भागीदारी का प्रश्न और प्रतिनिधित्व का मुद्दा इस बहस के केंद्र में बना हुआ है।	[70, 287, 306, 360]
poem-author: — भारतेन्दु प्रतिबिम्ब	[17, 643, 43, 647]
poem-line: यह भाषा है प्राण हमारा	[9, 586, 37, 590]
poem-title: मातृभाषा	[23, 551, 41, 557]
poem-line: माँ की लोरी में बसती है	[9, 578, 37, 582]
